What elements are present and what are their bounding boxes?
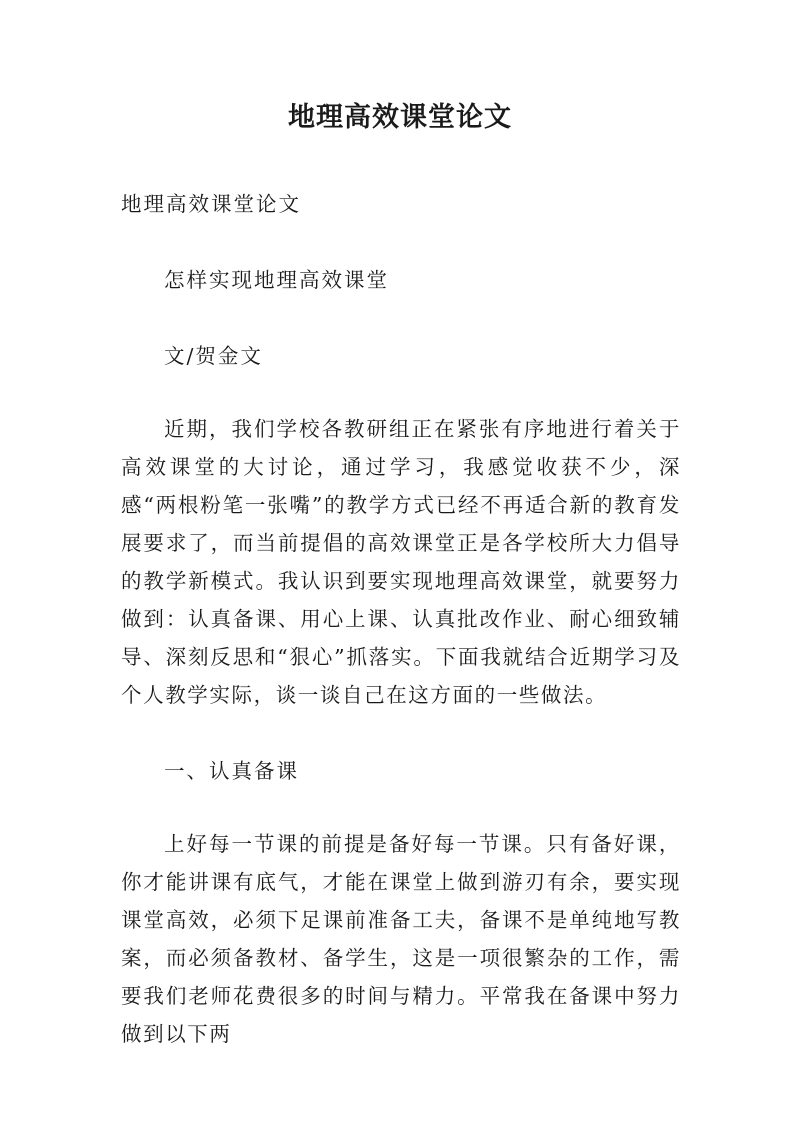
document-title: 地理高效课堂论文 [288,102,512,133]
subtitle-line: 地理高效课堂论文 [121,192,301,216]
author-line: 文/贺金文 [164,344,263,368]
paragraph-section-1: 上好每一节课的前提是备好每一节课。只有备好课，你才能讲课有底气，才能在课堂上做到游刃有余，要实现课堂高效，必须下足课前准备工夫，备课不是单纯地写教案，而必须备教材、备学生，这是一项很繁杂的工作，需要我们老师花费很多的时间与精力。平常我在备课中努力做到以下两 [121,832,681,1046]
article-heading: 怎样实现地理高效课堂 [164,268,389,292]
paragraph-intro: 近期，我们学校各教研组正在紧张有序地进行着关于高效课堂的大讨论，通过学习，我感觉收获不少，深感“两根粉笔一张嘴”的教学方式已经不再适合新的教育发展要求了，而当前提倡的高效课堂正是各学校所大力倡导的教学新模式。我认识到要实现地理高效课堂，就要努力做到：认真备课、用心上课、认真批改作业、耐心细致辅导、深刻反思和“狠心”抓落实。下面我就结合近期学习及个人教学实际，谈一谈自己在这方面的一些做法。 [121,417,681,707]
section-heading-1: 一、认真备课 [164,759,299,783]
